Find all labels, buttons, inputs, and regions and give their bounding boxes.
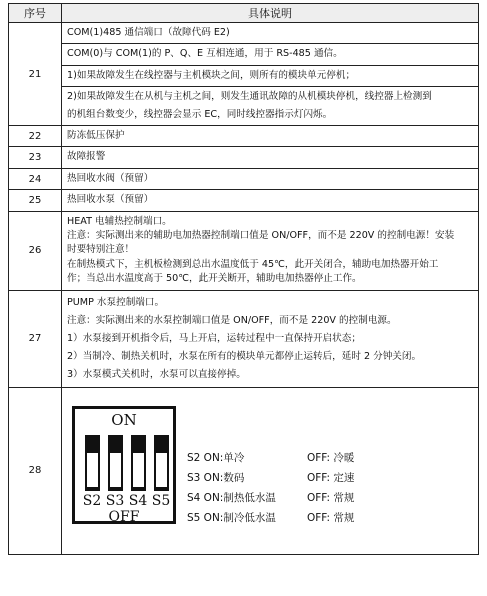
- dip-label: S5: [151, 492, 171, 509]
- row-number: 24: [9, 168, 62, 189]
- legend-on: S4 ON:制热低水温: [187, 491, 276, 504]
- desc-line: 的机组台数变少，线控器会显示 EC，同时线控器指示灯闪烁。: [67, 108, 333, 120]
- table-row-27: [9, 290, 479, 387]
- desc-line: COM(0)与 COM(1)的 P、Q、E 互相连通，用于 RS-485 通信。: [62, 43, 478, 61]
- desc-line: 1）水泵接到开机指令后，马上开启，运转过程中一直保持开启状态；: [67, 332, 361, 344]
- desc-line: COM(1)485 通信端口（故障代码 E2): [67, 27, 230, 38]
- legend-off: OFF: 冷暖: [307, 451, 355, 464]
- dip-label: S4: [128, 492, 148, 509]
- row-number: 28: [9, 387, 62, 554]
- row-number: 26: [9, 211, 62, 290]
- dip-knob: [87, 453, 98, 487]
- desc-line: 注意：实际测出来的水泵控制端口值是 ON/OFF，而不是 220V 的控制电源。: [67, 314, 397, 326]
- desc-line: 1)如果故障发生在线控器与主机模块之间，则所有的模块单元停机；: [62, 65, 478, 83]
- table-row-26: [9, 211, 479, 290]
- row-description: 故障报警: [62, 147, 479, 168]
- desc-line: PUMP 水泵控制端口。: [67, 296, 165, 308]
- row-description: [62, 211, 479, 290]
- legend-off: OFF: 常规: [307, 491, 355, 504]
- dip-on-label: ON: [111, 410, 137, 429]
- dip-knob: [156, 453, 167, 487]
- legend-row: [187, 468, 354, 488]
- legend-row: [187, 508, 354, 528]
- dip-switch-s5: [154, 435, 169, 491]
- desc-line: 注意：实际测出来的辅助电加热器控制端口值是 ON/OFF，而不是 220V 的控制电源！安装: [67, 230, 455, 242]
- table-header-row: [9, 4, 479, 23]
- legend-off: OFF: 常规: [307, 511, 355, 524]
- spec-table: [8, 3, 479, 555]
- legend-row: [187, 448, 354, 468]
- legend-on: S2 ON:单冷: [187, 451, 245, 464]
- table-row-22: [9, 126, 479, 147]
- legend-off: OFF: 定速: [307, 471, 355, 484]
- legend-on: S3 ON:数码: [187, 471, 245, 484]
- table-row-28: [9, 387, 479, 554]
- table-row-21: [9, 23, 479, 126]
- legend-row: [187, 488, 354, 508]
- desc-line: 3）水泵模式关机时，水泵可以直接停掉。: [67, 368, 246, 380]
- table-row-23: [9, 147, 479, 168]
- row-description: [62, 290, 479, 387]
- desc-line: HEAT 电辅热控制端口。: [67, 215, 172, 227]
- dip-knob: [110, 453, 121, 487]
- dip-off-label: OFF: [108, 508, 140, 525]
- dip-label: S2: [82, 492, 102, 509]
- dip-legend: [187, 448, 354, 528]
- row-description: 热回收水阀（预留）: [62, 168, 479, 189]
- desc-line: 在制热模式下，主机板检测到总出水温度低于 45℃，此开关闭合，辅助电加热器开始工: [67, 258, 439, 270]
- dip-switch-cell: [62, 387, 479, 554]
- row-number: 25: [9, 190, 62, 211]
- dip-switch-s2: [85, 435, 100, 491]
- header-desc: 具体说明: [62, 4, 479, 23]
- dip-knob: [133, 453, 144, 487]
- row-description: 防冻低压保护: [62, 126, 479, 147]
- row-description: [62, 23, 479, 126]
- row-number: 22: [9, 126, 62, 147]
- dip-switch-s4: [131, 435, 146, 491]
- legend-on: S5 ON:制冷低水温: [187, 511, 276, 524]
- row-number: 21: [9, 23, 62, 126]
- header-no: 序号: [9, 4, 62, 23]
- row-number: 27: [9, 290, 62, 387]
- row-description: 热回收水泵（预留）: [62, 190, 479, 211]
- desc-line: 时要特别注意！: [67, 244, 135, 256]
- dip-switch-s3: [108, 435, 123, 491]
- dip-label: S3: [105, 492, 125, 509]
- desc-line: 2)如果故障发生在从机与主机之间，则发生通讯故障的从机模块停机，线控器上检测到: [62, 86, 478, 104]
- desc-line: 作；当总出水温度高于 50℃，此开关断开，辅助电加热器停止工作。: [67, 273, 362, 285]
- dip-switch-diagram: [72, 406, 176, 524]
- table-row-25: [9, 190, 479, 211]
- table-row-24: [9, 168, 479, 189]
- row-number: 23: [9, 147, 62, 168]
- desc-line: 2）当制冷、制热关机时，水泵在所有的模块单元都停止运转后，延时 2 分钟关闭。: [67, 350, 422, 362]
